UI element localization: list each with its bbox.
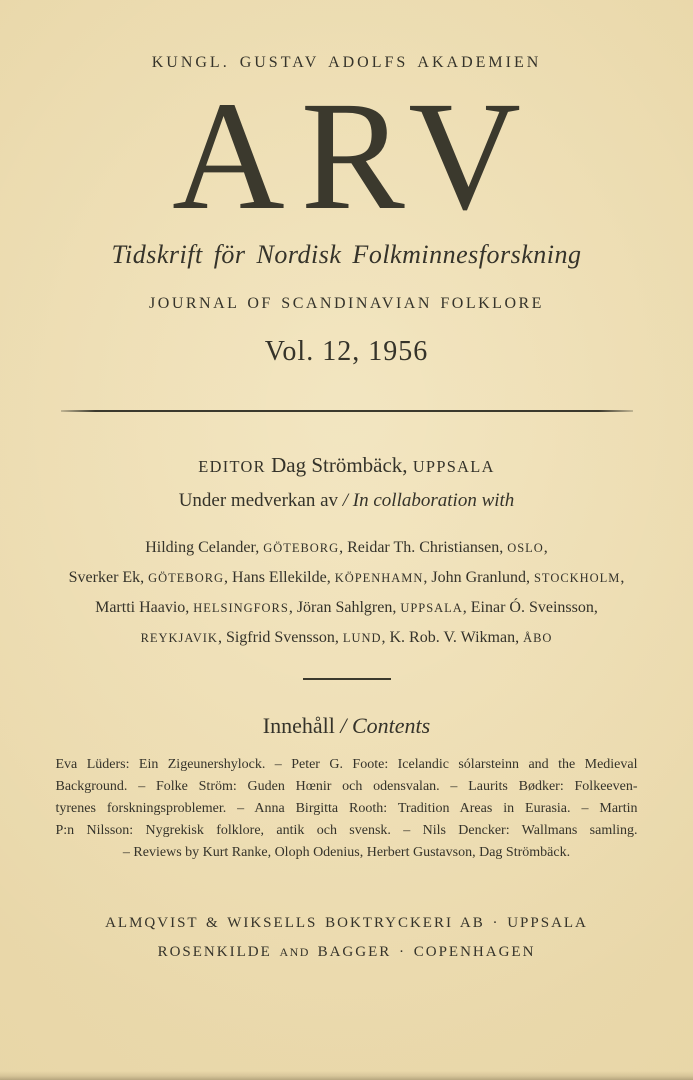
imprint-line-publisher: ROSENKILDE AND BAGGER · COPENHAGEN <box>157 944 536 960</box>
page-title: ARV <box>172 69 537 242</box>
page-bottom-shadow <box>0 1071 693 1080</box>
contents-line: P:n Nilsson: Nygrekisk folklore, antik och svensk. – Nils Dencker: Wallmans samling. <box>55 823 638 838</box>
contents-line: Background. – Folke Ström: Guden Hœnir och odensvalan. – Laurits Bødker: Folkeeven- <box>55 779 638 794</box>
journal-subtitle-english: JOURNAL OF SCANDINAVIAN FOLKLORE <box>149 295 544 312</box>
imprint-line-printer: ALMQVIST & WIKSELLS BOKTRYCKERI AB · UPPSALA <box>105 915 588 931</box>
contents-line: – Reviews by Kurt Ranke, Oloph Odenius, Herbert Gustavson, Dag Strömbäck. <box>122 845 571 860</box>
collaborator-line: REYKJAVIK, Sigfrid Svensson, LUND, K. Rob. V. Wikman, ÅBO <box>140 629 553 646</box>
journal-subtitle-swedish: Tidskrift för Nordisk Folkminnesforskning <box>111 240 582 269</box>
contents-paragraph <box>56 754 638 864</box>
imprint <box>0 909 693 967</box>
contents-heading: Innehåll / Contents <box>262 713 431 738</box>
collaborator-line: Martti Haavio, HELSINGFORS, Jöran Sahlgren, UPPSALA, Einar Ó. Sveinsson, <box>95 599 598 616</box>
contents-line: Eva Lüders: Ein Zigeunershylock. – Peter G. Foote: Icelandic sólarsteinn and the Medieval <box>55 757 638 772</box>
editor-line: EDITOR Dag Strömbäck, UPPSALA <box>198 453 495 477</box>
collaborators-list <box>0 533 693 653</box>
volume-line: Vol. 12, 1956 <box>264 336 429 367</box>
section-divider-rule <box>303 678 391 680</box>
contents-line: tyrenes forskningsproblemer. – Anna Birgitta Rooth: Tradition Areas in Eurasia. – Martin <box>55 801 638 816</box>
divider-rule <box>61 410 633 412</box>
collaborator-line: Hilding Celander, GÖTEBORG, Reidar Th. Christiansen, OSLO, <box>145 539 548 556</box>
collaboration-line: Under medverkan av / In collaboration with <box>178 490 515 511</box>
academy-line: KUNGL. GUSTAV ADOLFS AKADEMIEN <box>151 54 542 71</box>
collaborator-line: Sverker Ek, GÖTEBORG, Hans Ellekilde, KÖPENHAMN, John Granlund, STOCKHOLM, <box>68 569 625 586</box>
